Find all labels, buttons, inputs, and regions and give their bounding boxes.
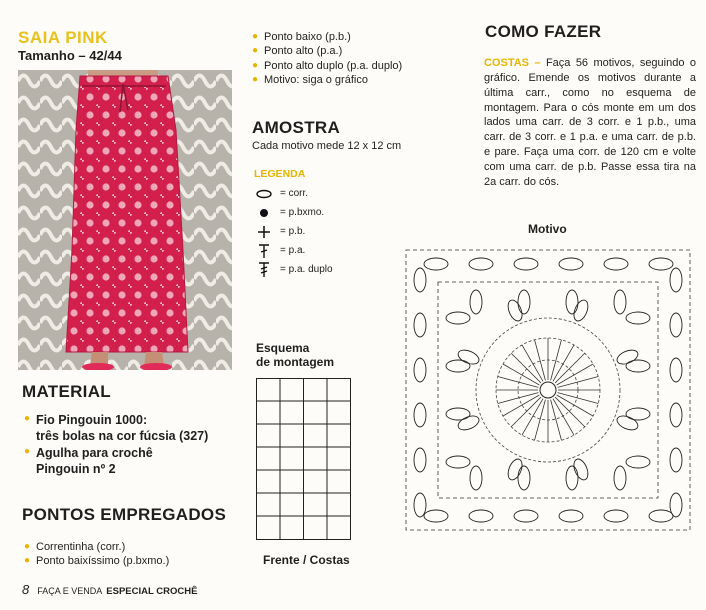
amostra-heading: AMOSTRA [252,118,341,137]
stitch-item: ● Ponto alto duplo (p.a. duplo) [252,59,432,73]
esquema-title: Esquema de montagem [256,341,335,369]
esquema-caption: Frente / Costas [263,553,350,567]
pontos-item: ● Correntinha (corr.) [24,540,244,554]
stitch-item: ● Ponto alto (p.a.) [252,44,432,58]
legend-item: = p.a. duplo [254,260,333,279]
esquema-grid [256,378,352,547]
pontos-item: ● Ponto baixíssimo (p.bxmo.) [24,554,244,568]
plus-icon [254,224,274,240]
pontos-heading: PONTOS EMPREGADOS [22,505,227,524]
legend-item: = p.a. [254,241,333,260]
skirt-photo [18,70,232,370]
tall-stitch-icon [254,243,274,259]
double-tall-stitch-icon [254,262,274,278]
dot-icon [254,205,274,221]
instructions [484,56,696,190]
stitch-item: ● Motivo: siga o gráfico [252,73,432,87]
product-size: Tamanho – 42/44 [18,48,122,63]
motivo-chart [396,240,700,540]
material-list [24,412,244,477]
material-item: ● Agulha para crochê Pingouin nº 2 [24,445,244,478]
page-number: 8 [22,582,30,597]
footer [22,582,197,597]
magazine-name: FAÇA E VENDA [37,586,103,596]
material-heading: MATERIAL [22,382,111,401]
legend [254,184,333,279]
stitch-list [252,30,432,87]
como-fazer-heading: COMO FAZER [485,22,602,41]
stitch-item: ● Ponto baixo (p.b.) [252,30,432,44]
magazine-special: ESPECIAL CROCHÊ [106,586,198,597]
material-item: ● Fio Pingouin 1000: três bolas na cor fúcsia (327) [24,412,244,445]
legend-item: = corr. [254,184,333,203]
costas-label: COSTAS – [484,57,541,69]
amostra-text: Cada motivo mede 12 x 12 cm [252,140,402,152]
product-title: SAIA PINK [18,28,108,47]
oval-icon [254,186,274,202]
motivo-label: Motivo [528,222,567,236]
legend-item: = p.bxmo. [254,203,333,222]
instructions-body: Faça 56 motivos, seguindo o gráfico. Emende os motivos durante a última carr., como no esquema de montagem. Para o cós monte em um dos lados uma carr. de 3 corr. e 1 p.b., uma carr. de 3 corr. e 1 p.a. e uma carr. de p.b. e pare. Faça uma corr. de 120 cm e volte com uma carr. de p.b. Passe essa tira na 2a carr. do cós. [484,57,696,188]
pontos-list [24,540,244,569]
legend-item: = p.b. [254,222,333,241]
legend-heading: LEGENDA [254,168,306,180]
